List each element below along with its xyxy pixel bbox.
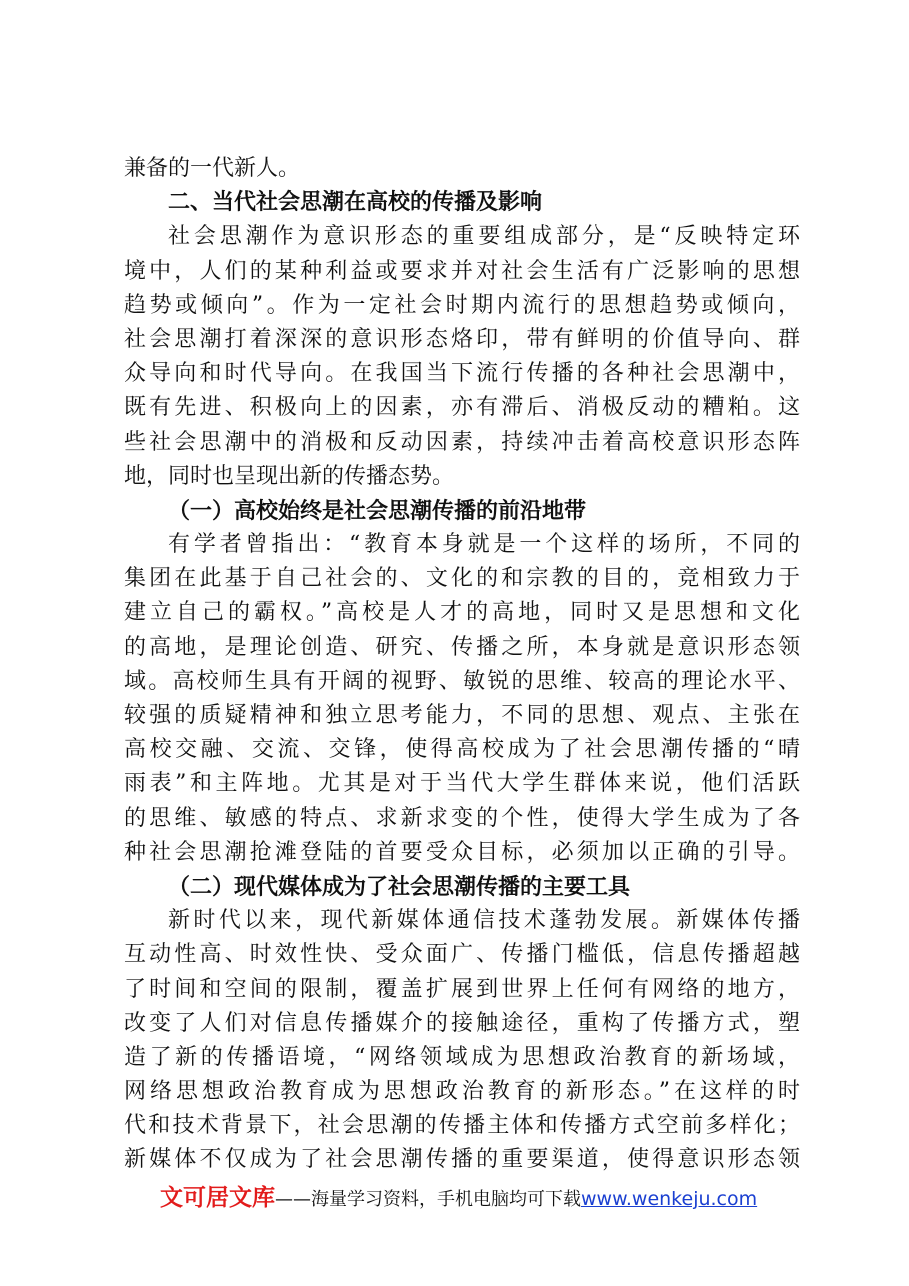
- paragraph-line: 造了新的传播语境，“网络领域成为思想政治教育的新场域，: [124, 1044, 800, 1070]
- section-heading: 二、当代社会思潮在高校的传播及影响: [168, 190, 543, 216]
- paragraph-line: 新媒体不仅成为了社会思潮传播的重要渠道，使得意识形态领: [124, 1147, 800, 1173]
- paragraph-line: 种社会思潮抢滩登陆的首要受众目标，必须加以正确的引导。: [124, 839, 800, 865]
- paragraph-line: 网络思想政治教育成为思想政治教育的新形态。”在这样的时: [124, 1079, 800, 1105]
- footer-brand: 文可居文库: [160, 1185, 275, 1211]
- paragraph-line: 社会思潮打着深深的意识形态烙印，带有鲜明的价值导向、群: [124, 326, 800, 352]
- paragraph-last-line: 兼备的一代新人。: [124, 156, 301, 181]
- paragraph-first-line: 有学者曾指出：“教育本身就是一个这样的场所，不同的: [168, 532, 800, 558]
- footer-description: ——海量学习资料，手机电脑均可下载: [275, 1189, 581, 1210]
- paragraph-line: 的思维、敏感的特点、求新求变的个性，使得大学生成为了各: [124, 805, 800, 831]
- paragraph-line: 集团在此基于自己社会的、文化的和宗教的目的，竞相致力于: [124, 566, 800, 592]
- paragraph-line: 众导向和时代导向。在我国当下流行传播的各种社会思潮中，: [124, 361, 800, 387]
- paragraph-line: 较强的质疑精神和独立思考能力，不同的思想、观点、主张在: [124, 703, 800, 728]
- paragraph-line: 雨表”和主阵地。尤其是对于当代大学生群体来说，他们活跃: [124, 771, 800, 797]
- paragraph-line: 互动性高、时效性快、受众面广、传播门槛低，信息传播超越: [124, 942, 800, 968]
- paragraph-line: 趋势或倾向”。作为一定社会时期内流行的思想趋势或倾向，: [124, 292, 800, 318]
- footer-banner: [160, 1183, 757, 1213]
- paragraph-line: 改变了人们对信息传播媒介的接触途径，重构了传播方式，塑: [124, 1010, 800, 1036]
- paragraph-line: 了时间和空间的限制，覆盖扩展到世界上任何有网络的地方，: [124, 976, 800, 1002]
- paragraph-line: 境中，人们的某种利益或要求并对社会生活有广泛影响的思想: [124, 258, 800, 284]
- paragraph-line: 既有先进、积极向上的因素，亦有滞后、消极反动的糟粕。这: [124, 395, 800, 421]
- subsection-heading: （二）现代媒体成为了社会思潮传播的主要工具: [168, 873, 631, 900]
- paragraph-line: 域。高校师生具有开阔的视野、敏锐的思维、较高的理论水平、: [124, 668, 800, 694]
- paragraph-first-line: 新时代以来，现代新媒体通信技术蓬勃发展。新媒体传播: [168, 908, 800, 934]
- document-body: [124, 152, 800, 1178]
- subsection-heading: （一）高校始终是社会思潮传播的前沿地带: [168, 497, 587, 524]
- paragraph-last-line: 地，同时也呈现出新的传播态势。: [124, 463, 455, 489]
- paragraph-line: 建立自己的霸权。”高校是人才的高地，同时又是思想和文化: [124, 600, 800, 626]
- paragraph-line: 些社会思潮中的消极和反动因素，持续冲击着高校意识形态阵: [124, 429, 800, 455]
- paragraph-line: 高校交融、交流、交锋，使得高校成为了社会思潮传播的“晴: [124, 737, 800, 763]
- footer-link[interactable]: www.wenkeju.com: [581, 1188, 758, 1210]
- paragraph-line: 代和技术背景下，社会思潮的传播主体和传播方式空前多样化；: [124, 1113, 800, 1139]
- paragraph-first-line: 社会思潮作为意识形态的重要组成部分，是“反映特定环: [168, 224, 800, 250]
- paragraph-line: 的高地，是理论创造、研究、传播之所，本身就是意识形态领: [124, 634, 800, 660]
